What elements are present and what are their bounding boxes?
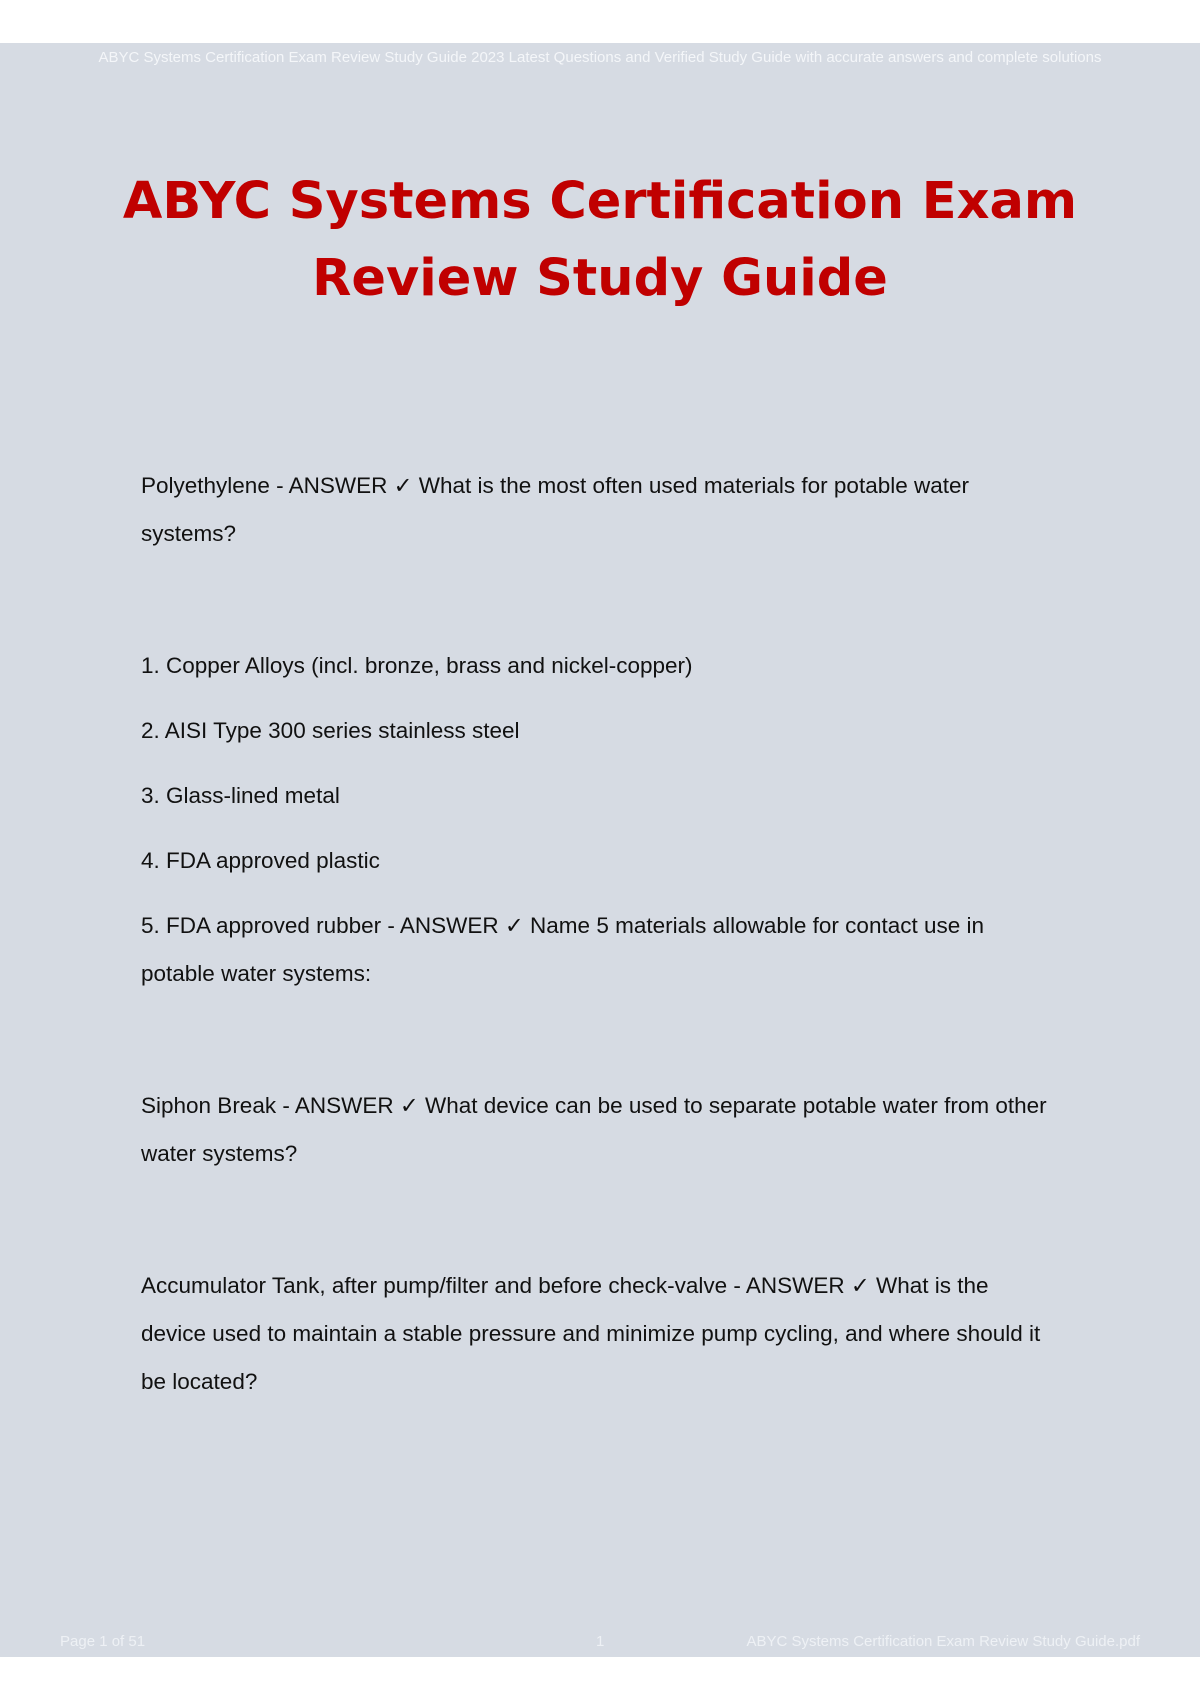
qa-question: What device can be used to separate potable water from other water systems? — [141, 1093, 1047, 1166]
qa-answer: Polyethylene - ANSWER — [141, 473, 388, 498]
checkmark-icon: ✓ — [850, 1273, 870, 1299]
document-body — [141, 462, 1050, 1406]
running-header: ABYC Systems Certification Exam Review Study Guide 2023 Latest Questions and Verified Study Guide with accurate answers and complete solutions — [98, 49, 1102, 66]
qa-block-accumulator-tank — [141, 1262, 1050, 1406]
page-title — [100, 163, 1100, 317]
footer-page-number: 1 — [596, 1633, 605, 1650]
qa-question: What is the most often used materials for potable water systems? — [141, 473, 970, 546]
list-item: 4. FDA approved plastic — [141, 848, 380, 873]
qa-answer: 5. FDA approved rubber - ANSWER — [141, 913, 499, 938]
list-item: 3. Glass-lined metal — [141, 783, 340, 808]
qa-block-polyethylene — [141, 462, 1050, 558]
qa-block-materials — [141, 642, 1050, 998]
qa-question: What is the device used to maintain a stable pressure and minimize pump cycling, and where should it be located? — [141, 1273, 1041, 1394]
qa-block-siphon-break — [141, 1082, 1050, 1178]
document-page — [0, 43, 1200, 1657]
checkmark-icon: ✓ — [399, 1093, 419, 1119]
checkmark-icon: ✓ — [393, 473, 413, 499]
qa-answer: Siphon Break - ANSWER — [141, 1093, 394, 1118]
footer-page-label: Page 1 of 51 — [60, 1633, 146, 1650]
footer-filename: ABYC Systems Certification Exam Review Study Guide.pdf — [746, 1633, 1140, 1650]
title-line-2: Review Study Guide — [312, 249, 888, 308]
page-footer — [60, 1633, 1140, 1657]
checkmark-icon: ✓ — [504, 913, 524, 939]
qa-answer: Accumulator Tank, after pump/filter and before check-valve - ANSWER — [141, 1273, 845, 1298]
title-line-1: ABYC Systems Certification Exam — [122, 172, 1078, 231]
list-item: 2. AISI Type 300 series stainless steel — [141, 718, 520, 743]
qa-question: Name 5 materials allowable for contact use in potable water systems: — [141, 913, 985, 986]
list-item-last — [141, 902, 1050, 998]
list-item: 1. Copper Alloys (incl. bronze, brass and nickel-copper) — [141, 653, 693, 678]
